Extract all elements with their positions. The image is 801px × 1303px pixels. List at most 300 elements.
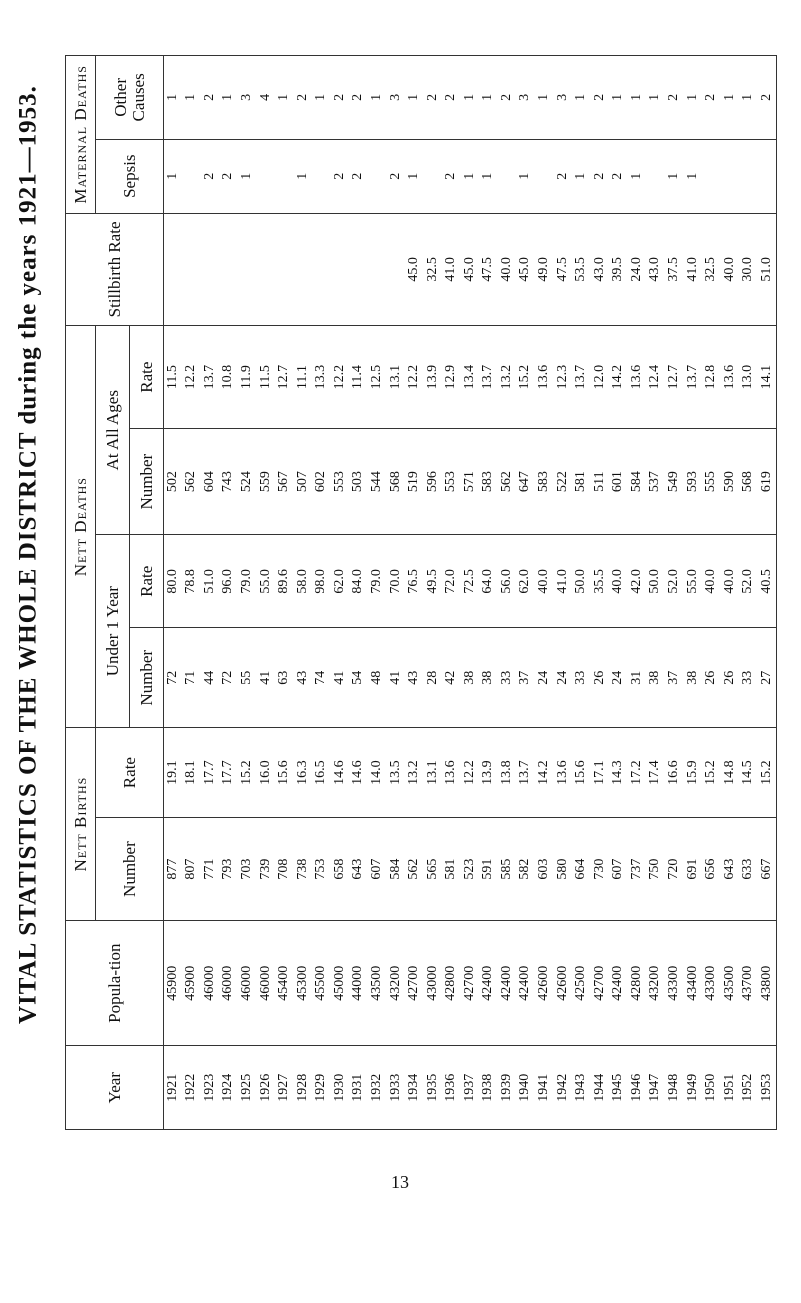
under-1-rate-header: Rate (130, 535, 164, 628)
under-1-rate-cell: 84.0 (349, 535, 368, 628)
births-number-cell: 708 (275, 818, 294, 921)
all-ages-rate-cell: 13.2 (498, 326, 517, 429)
year-cell: 1942 (553, 1046, 572, 1130)
births-rate-cell: 15.6 (275, 728, 294, 818)
all-ages-number-cell: 590 (720, 429, 739, 535)
stillbirth-rate-cell (182, 213, 201, 326)
population-cell: 43200 (386, 921, 405, 1046)
other-causes-cell: 2 (331, 56, 350, 140)
under-1-number-cell: 74 (312, 628, 331, 728)
births-number-cell: 580 (553, 818, 572, 921)
stillbirth-rate-cell: 39.5 (609, 213, 628, 326)
all-ages-number-cell: 583 (535, 429, 554, 535)
all-ages-rate-cell: 12.2 (405, 326, 424, 429)
stillbirth-rate-cell: 45.0 (405, 213, 424, 326)
other-causes-cell: 1 (479, 56, 498, 140)
population-cell: 43500 (368, 921, 387, 1046)
births-number-cell: 591 (479, 818, 498, 921)
all-ages-rate-header: Rate (130, 326, 164, 429)
sepsis-cell: 1 (238, 139, 257, 213)
births-rate-cell: 13.9 (479, 728, 498, 818)
sepsis-cell: 1 (683, 139, 702, 213)
sepsis-cell (720, 139, 739, 213)
table-row (405, 56, 424, 1130)
all-ages-rate-cell: 11.5 (164, 326, 183, 429)
year-cell: 1923 (201, 1046, 220, 1130)
all-ages-number-cell: 524 (238, 429, 257, 535)
population-cell: 45900 (164, 921, 183, 1046)
population-cell: 42400 (609, 921, 628, 1046)
under-1-rate-cell: 72.0 (442, 535, 461, 628)
other-causes-cell: 1 (312, 56, 331, 140)
births-rate-cell: 13.2 (405, 728, 424, 818)
table-row (461, 56, 480, 1130)
all-ages-number-cell: 544 (368, 429, 387, 535)
other-causes-cell: 2 (702, 56, 721, 140)
other-causes-cell: 1 (182, 56, 201, 140)
stillbirth-rate-cell (164, 213, 183, 326)
births-number-cell: 771 (201, 818, 220, 921)
all-ages-number-cell: 562 (498, 429, 517, 535)
under-1-rate-cell: 78.8 (182, 535, 201, 628)
other-causes-cell: 3 (553, 56, 572, 140)
stillbirth-rate-cell: 37.5 (665, 213, 684, 326)
population-cell: 46000 (201, 921, 220, 1046)
population-cell: 45400 (275, 921, 294, 1046)
under-1-number-cell: 41 (386, 628, 405, 728)
births-number-cell: 667 (758, 818, 777, 921)
sepsis-cell: 1 (164, 139, 183, 213)
population-cell: 45500 (312, 921, 331, 1046)
population-cell: 42800 (442, 921, 461, 1046)
births-rate-cell: 12.2 (461, 728, 480, 818)
births-rate-cell: 15.2 (758, 728, 777, 818)
under-1-number-cell: 24 (535, 628, 554, 728)
all-ages-number-cell: 583 (479, 429, 498, 535)
other-causes-cell: 1 (646, 56, 665, 140)
stillbirth-rate-cell (201, 213, 220, 326)
births-number-cell: 585 (498, 818, 517, 921)
all-ages-rate-cell: 11.4 (349, 326, 368, 429)
all-ages-rate-cell: 12.0 (590, 326, 609, 429)
table-row (479, 56, 498, 1130)
other-causes-cell: 2 (590, 56, 609, 140)
other-causes-cell: 2 (201, 56, 220, 140)
population-cell: 42700 (405, 921, 424, 1046)
stillbirth-rate-cell: 43.0 (646, 213, 665, 326)
sepsis-cell (758, 139, 777, 213)
all-ages-number-cell: 519 (405, 429, 424, 535)
under-1-rate-cell: 40.0 (720, 535, 739, 628)
sepsis-cell (368, 139, 387, 213)
sepsis-cell: 2 (349, 139, 368, 213)
sepsis-cell (256, 139, 275, 213)
population-cell: 42400 (479, 921, 498, 1046)
under-1-rate-cell: 35.5 (590, 535, 609, 628)
all-ages-number-cell: 553 (442, 429, 461, 535)
under-1-number-cell: 54 (349, 628, 368, 728)
sepsis-cell (182, 139, 201, 213)
table-row (423, 56, 442, 1130)
births-number-cell: 562 (405, 818, 424, 921)
sepsis-cell (535, 139, 554, 213)
all-ages-rate-cell: 11.5 (256, 326, 275, 429)
table-row (349, 56, 368, 1130)
births-number-header: Number (96, 818, 164, 921)
under-1-number-cell: 63 (275, 628, 294, 728)
under-1-number-cell: 26 (702, 628, 721, 728)
other-causes-cell: 1 (720, 56, 739, 140)
page-number: 13 (391, 1172, 409, 1192)
all-ages-rate-cell: 12.7 (665, 326, 684, 429)
sepsis-cell: 1 (628, 139, 647, 213)
under-1-rate-cell: 80.0 (164, 535, 183, 628)
all-ages-rate-cell: 15.2 (516, 326, 535, 429)
stillbirth-rate-cell (386, 213, 405, 326)
under-1-rate-cell: 64.0 (479, 535, 498, 628)
other-causes-cell: 1 (609, 56, 628, 140)
all-ages-number-cell: 502 (164, 429, 183, 535)
sepsis-cell: 2 (201, 139, 220, 213)
under-1-rate-cell: 40.0 (535, 535, 554, 628)
population-cell: 46000 (238, 921, 257, 1046)
under-1-number-cell: 42 (442, 628, 461, 728)
other-causes-cell: 2 (349, 56, 368, 140)
under-1-number-cell: 43 (405, 628, 424, 728)
year-cell: 1939 (498, 1046, 517, 1130)
table-row (609, 56, 628, 1130)
other-causes-header: Other Causes (96, 56, 164, 140)
table-row (628, 56, 647, 1130)
year-cell: 1925 (238, 1046, 257, 1130)
all-ages-number-cell: 549 (665, 429, 684, 535)
all-ages-number-cell: 553 (331, 429, 350, 535)
all-ages-rate-cell: 13.4 (461, 326, 480, 429)
all-ages-rate-cell: 11.1 (293, 326, 312, 429)
other-causes-cell: 2 (665, 56, 684, 140)
births-number-cell: 582 (516, 818, 535, 921)
all-ages-number-cell: 559 (256, 429, 275, 535)
population-cell: 42400 (498, 921, 517, 1046)
sepsis-cell: 2 (219, 139, 238, 213)
year-cell: 1953 (758, 1046, 777, 1130)
under-1-number-cell: 27 (758, 628, 777, 728)
under-1-rate-cell: 98.0 (312, 535, 331, 628)
births-rate-cell: 13.6 (442, 728, 461, 818)
births-number-cell: 738 (293, 818, 312, 921)
births-number-cell: 703 (238, 818, 257, 921)
stillbirth-rate-cell: 45.0 (516, 213, 535, 326)
under-1-rate-cell: 96.0 (219, 535, 238, 628)
table-row (201, 56, 220, 1130)
births-number-cell: 739 (256, 818, 275, 921)
other-causes-cell: 1 (405, 56, 424, 140)
under-1-rate-cell: 76.5 (405, 535, 424, 628)
population-cell: 43500 (720, 921, 739, 1046)
under-1-number-cell: 26 (720, 628, 739, 728)
table-row (646, 56, 665, 1130)
births-rate-cell: 16.5 (312, 728, 331, 818)
under-1-number-cell: 44 (201, 628, 220, 728)
other-causes-cell: 2 (498, 56, 517, 140)
all-ages-number-cell: 568 (739, 429, 758, 535)
all-ages-number-cell: 596 (423, 429, 442, 535)
all-ages-number-cell: 555 (702, 429, 721, 535)
stillbirth-rate-header: Stillbirth Rate (66, 213, 164, 326)
under-1-number-cell: 72 (219, 628, 238, 728)
births-rate-cell: 14.3 (609, 728, 628, 818)
other-causes-cell: 2 (442, 56, 461, 140)
births-rate-cell: 19.1 (164, 728, 183, 818)
stillbirth-rate-cell: 49.0 (535, 213, 554, 326)
under-1-number-cell: 33 (739, 628, 758, 728)
sepsis-cell (498, 139, 517, 213)
table-row (720, 56, 739, 1130)
all-ages-number-cell: 568 (386, 429, 405, 535)
stillbirth-rate-cell (293, 213, 312, 326)
all-ages-number-cell: 604 (201, 429, 220, 535)
all-ages-rate-cell: 13.6 (628, 326, 647, 429)
other-causes-cell: 1 (683, 56, 702, 140)
all-ages-rate-cell: 13.7 (201, 326, 220, 429)
births-number-cell: 607 (368, 818, 387, 921)
table-row (182, 56, 201, 1130)
population-cell: 43700 (739, 921, 758, 1046)
year-cell: 1952 (739, 1046, 758, 1130)
stillbirth-rate-cell: 45.0 (461, 213, 480, 326)
year-cell: 1934 (405, 1046, 424, 1130)
births-rate-cell: 16.3 (293, 728, 312, 818)
births-rate-cell: 14.0 (368, 728, 387, 818)
births-rate-cell: 15.6 (572, 728, 591, 818)
births-number-cell: 607 (609, 818, 628, 921)
under-1-number-cell: 43 (293, 628, 312, 728)
all-ages-rate-cell: 13.7 (479, 326, 498, 429)
population-cell: 42700 (590, 921, 609, 1046)
other-causes-cell: 2 (423, 56, 442, 140)
under-1-number-cell: 33 (498, 628, 517, 728)
all-ages-rate-cell: 13.6 (535, 326, 554, 429)
table-row (442, 56, 461, 1130)
year-cell: 1927 (275, 1046, 294, 1130)
table-row (331, 56, 350, 1130)
vital-statistics-table (65, 55, 777, 1130)
stillbirth-rate-cell (256, 213, 275, 326)
table-row (312, 56, 331, 1130)
sepsis-cell: 1 (405, 139, 424, 213)
stillbirth-rate-cell: 40.0 (720, 213, 739, 326)
under-1-rate-cell: 40.5 (758, 535, 777, 628)
population-cell: 45900 (182, 921, 201, 1046)
under-1-rate-cell: 50.0 (572, 535, 591, 628)
under-1-rate-cell: 52.0 (739, 535, 758, 628)
under-1-rate-cell: 49.5 (423, 535, 442, 628)
other-causes-cell: 2 (758, 56, 777, 140)
all-ages-rate-cell: 13.0 (739, 326, 758, 429)
other-causes-cell: 1 (368, 56, 387, 140)
year-cell: 1926 (256, 1046, 275, 1130)
all-ages-rate-cell: 12.9 (442, 326, 461, 429)
stillbirth-rate-cell (368, 213, 387, 326)
under-1-number-header: Number (130, 628, 164, 728)
births-rate-cell: 15.9 (683, 728, 702, 818)
year-cell: 1924 (219, 1046, 238, 1130)
stillbirth-rate-cell: 41.0 (683, 213, 702, 326)
under-1-number-cell: 37 (665, 628, 684, 728)
births-number-cell: 691 (683, 818, 702, 921)
births-number-cell: 603 (535, 818, 554, 921)
year-cell: 1938 (479, 1046, 498, 1130)
under-1-number-cell: 55 (238, 628, 257, 728)
sepsis-cell (646, 139, 665, 213)
other-causes-cell: 1 (461, 56, 480, 140)
population-cell: 46000 (256, 921, 275, 1046)
year-cell: 1941 (535, 1046, 554, 1130)
population-header: Popula-tion (66, 921, 164, 1046)
year-cell: 1928 (293, 1046, 312, 1130)
nett-deaths-header: Nett Deaths (66, 326, 96, 728)
under-1-rate-cell: 40.0 (702, 535, 721, 628)
births-rate-cell: 16.0 (256, 728, 275, 818)
births-number-cell: 737 (628, 818, 647, 921)
under-1-rate-cell: 89.6 (275, 535, 294, 628)
births-number-cell: 877 (164, 818, 183, 921)
births-rate-cell: 16.6 (665, 728, 684, 818)
other-causes-cell: 3 (516, 56, 535, 140)
births-rate-cell: 14.6 (349, 728, 368, 818)
population-cell: 43200 (646, 921, 665, 1046)
stillbirth-rate-cell (312, 213, 331, 326)
stillbirth-rate-cell: 47.5 (553, 213, 572, 326)
table-row (516, 56, 535, 1130)
stillbirth-rate-cell (349, 213, 368, 326)
under-1-number-cell: 26 (590, 628, 609, 728)
all-ages-rate-cell: 13.3 (312, 326, 331, 429)
table-row (164, 56, 183, 1130)
table-row (498, 56, 517, 1130)
stillbirth-rate-cell: 51.0 (758, 213, 777, 326)
all-ages-rate-cell: 13.7 (572, 326, 591, 429)
under-1-number-cell: 38 (646, 628, 665, 728)
under-1-year-header: Under 1 Year (96, 535, 130, 728)
year-cell: 1949 (683, 1046, 702, 1130)
all-ages-rate-cell: 13.7 (683, 326, 702, 429)
year-cell: 1922 (182, 1046, 201, 1130)
under-1-rate-cell: 52.0 (665, 535, 684, 628)
population-cell: 42600 (553, 921, 572, 1046)
under-1-number-cell: 48 (368, 628, 387, 728)
under-1-number-cell: 33 (572, 628, 591, 728)
all-ages-rate-cell: 13.9 (423, 326, 442, 429)
other-causes-cell: 1 (535, 56, 554, 140)
all-ages-rate-cell: 12.4 (646, 326, 665, 429)
under-1-number-cell: 71 (182, 628, 201, 728)
under-1-number-cell: 24 (609, 628, 628, 728)
births-rate-cell: 17.1 (590, 728, 609, 818)
all-ages-rate-cell: 12.7 (275, 326, 294, 429)
all-ages-number-cell: 647 (516, 429, 535, 535)
year-cell: 1951 (720, 1046, 739, 1130)
other-causes-cell: 1 (219, 56, 238, 140)
sepsis-cell: 1 (572, 139, 591, 213)
year-cell: 1947 (646, 1046, 665, 1130)
year-cell: 1946 (628, 1046, 647, 1130)
maternal-deaths-header: Maternal Deaths (66, 56, 96, 214)
all-ages-number-cell: 593 (683, 429, 702, 535)
births-number-cell: 643 (349, 818, 368, 921)
births-rate-cell: 17.7 (219, 728, 238, 818)
stillbirth-rate-cell (219, 213, 238, 326)
births-rate-cell: 13.8 (498, 728, 517, 818)
nett-births-header: Nett Births (66, 728, 96, 921)
births-rate-cell: 13.6 (553, 728, 572, 818)
under-1-rate-cell: 70.0 (386, 535, 405, 628)
year-cell: 1933 (386, 1046, 405, 1130)
table-body (164, 56, 777, 1130)
year-cell: 1932 (368, 1046, 387, 1130)
table-row (572, 56, 591, 1130)
births-rate-cell: 13.1 (423, 728, 442, 818)
population-cell: 43300 (702, 921, 721, 1046)
stillbirth-rate-cell: 32.5 (423, 213, 442, 326)
population-cell: 43800 (758, 921, 777, 1046)
under-1-number-cell: 31 (628, 628, 647, 728)
all-ages-number-cell: 571 (461, 429, 480, 535)
under-1-rate-cell: 62.0 (331, 535, 350, 628)
births-rate-cell: 13.5 (386, 728, 405, 818)
all-ages-number-header: Number (130, 429, 164, 535)
other-causes-cell: 1 (275, 56, 294, 140)
table-row (256, 56, 275, 1130)
sepsis-cell (312, 139, 331, 213)
under-1-number-cell: 41 (256, 628, 275, 728)
under-1-rate-cell: 51.0 (201, 535, 220, 628)
year-cell: 1950 (702, 1046, 721, 1130)
under-1-rate-cell: 72.5 (461, 535, 480, 628)
under-1-number-cell: 38 (479, 628, 498, 728)
sepsis-cell (423, 139, 442, 213)
population-cell: 43300 (665, 921, 684, 1046)
all-ages-rate-cell: 12.8 (702, 326, 721, 429)
under-1-number-cell: 38 (461, 628, 480, 728)
at-all-ages-header: At All Ages (96, 326, 130, 535)
under-1-number-cell: 38 (683, 628, 702, 728)
births-number-cell: 720 (665, 818, 684, 921)
year-cell: 1943 (572, 1046, 591, 1130)
population-cell: 42700 (461, 921, 480, 1046)
population-cell: 42400 (516, 921, 535, 1046)
year-cell: 1929 (312, 1046, 331, 1130)
table-row (683, 56, 702, 1130)
year-cell: 1936 (442, 1046, 461, 1130)
other-causes-cell: 2 (293, 56, 312, 140)
all-ages-rate-cell: 13.6 (720, 326, 739, 429)
under-1-rate-cell: 55.0 (256, 535, 275, 628)
all-ages-number-cell: 562 (182, 429, 201, 535)
under-1-rate-cell: 41.0 (553, 535, 572, 628)
sepsis-cell: 1 (293, 139, 312, 213)
page-title: VITAL STATISTICS OF THE WHOLE DISTRICT during the years 1921—1953. (14, 85, 42, 1025)
births-number-cell: 807 (182, 818, 201, 921)
table-row (219, 56, 238, 1130)
stillbirth-rate-cell: 43.0 (590, 213, 609, 326)
births-number-cell: 658 (331, 818, 350, 921)
births-rate-cell: 14.8 (720, 728, 739, 818)
stillbirth-rate-cell: 40.0 (498, 213, 517, 326)
all-ages-number-cell: 619 (758, 429, 777, 535)
population-cell: 45300 (293, 921, 312, 1046)
year-cell: 1944 (590, 1046, 609, 1130)
